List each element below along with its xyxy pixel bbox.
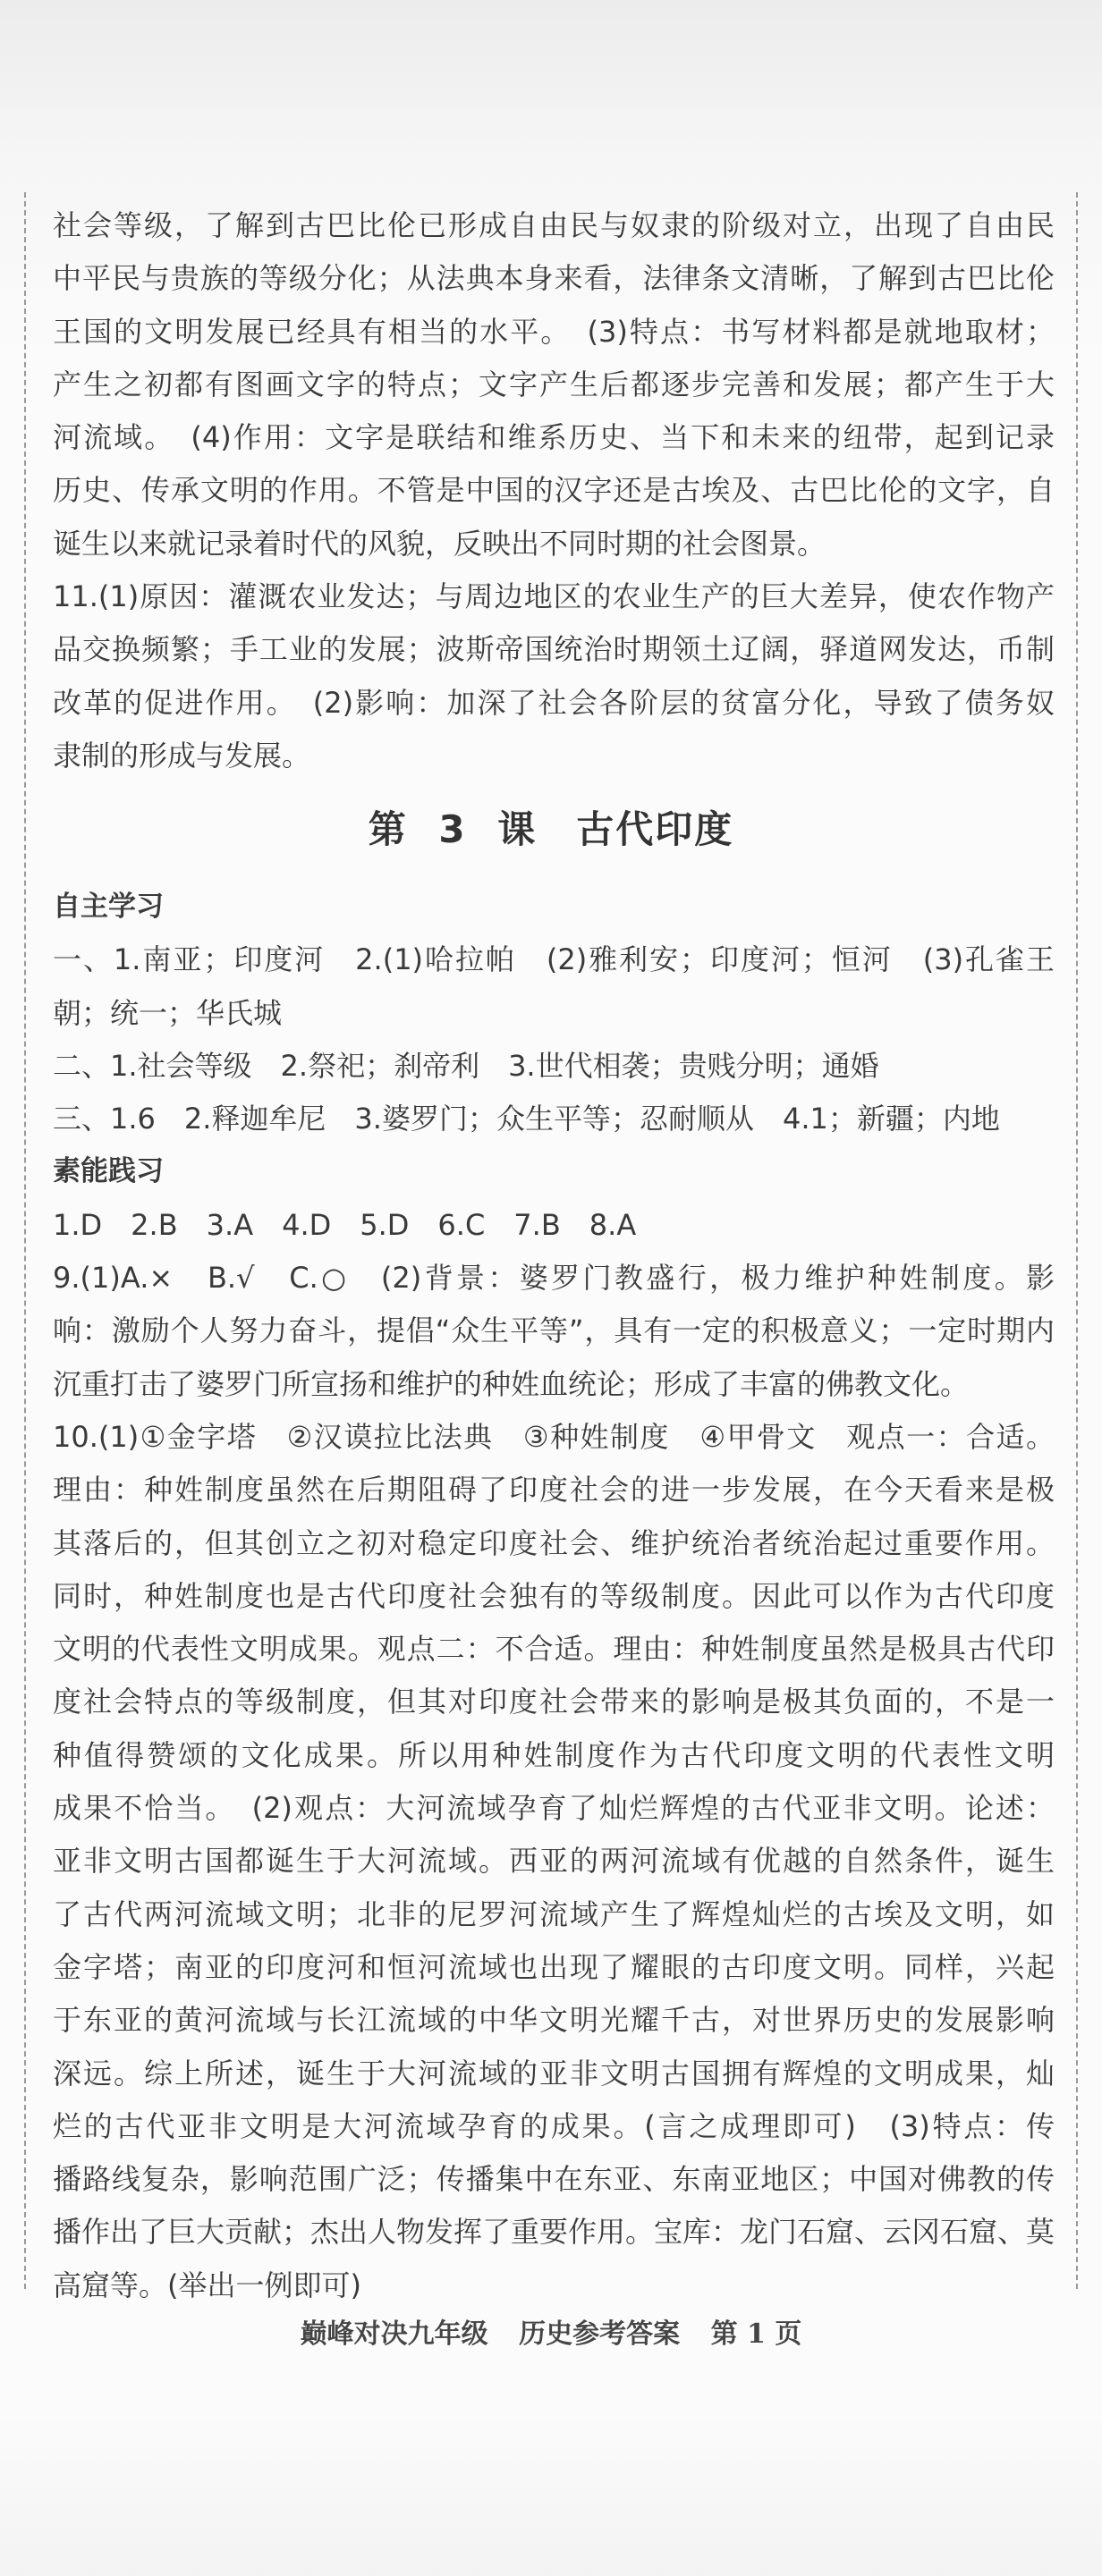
text-line: 三、1.6 2.释迦牟尼 3.婆罗门；众生平等；忍耐顺从 4.1；新疆；内地 xyxy=(53,1102,1000,1136)
text-line: 诞生以来就记录着时代的风貌，反映出不同时期的社会图景。 xyxy=(53,526,826,561)
text-line: 11.(1)原因：灌溉农业发达；与周边地区的农业生产的巨大差异，使农作物产 xyxy=(53,579,1055,614)
text-line: 改革的促进作用。 (2)影响：加深了社会各阶层的贫富分化，导致了债务奴 xyxy=(53,685,1055,720)
cut-line-left xyxy=(24,192,26,2289)
text-line: 种值得赞颂的文化成果。所以用种姓制度作为古代印度文明的代表性文明 xyxy=(53,1737,1055,1772)
text-line: 河流域。 (4)作用：文字是联结和维系历史、当下和未来的纽带，起到记录 xyxy=(53,420,1055,455)
footer-subject: 历史参考答案 xyxy=(519,2318,681,2350)
footer-page-number: 第 1 页 xyxy=(710,2318,802,2350)
text-line: 成果不恰当。 (2)观点：大河流域孕育了灿烂辉煌的古代亚非文明。论述： xyxy=(53,1791,1055,1826)
lesson-title: 第 3 课 古代印度 xyxy=(368,807,734,851)
text-line: 亚非文明古国都诞生于大河流域。西亚的两河流域有优越的自然条件，诞生 xyxy=(53,1844,1055,1879)
text-line: 度社会特点的等级制度，但其对印度社会带来的影响是极其负面的，不是一 xyxy=(53,1685,1055,1719)
footer-book-title: 巅峰对决九年级 xyxy=(300,2318,488,2350)
text-line: 1.D 2.B 3.A 4.D 5.D 6.C 7.B 8.A xyxy=(53,1207,637,1242)
text-line: 9.(1)A.× B.√ C.○ (2)背景：婆罗门教盛行，极力维护种姓制度。影 xyxy=(53,1261,1055,1296)
text-line: 二、1.社会等级 2.祭祀；刹帝利 3.世代相袭；贵贱分明；通婚 xyxy=(53,1048,879,1083)
text-line: 高窟等。(举出一例即可) xyxy=(53,2268,361,2302)
text-line: 中平民与贵族的等级分化；从法典本身来看，法律条文清晰，了解到古巴比伦 xyxy=(53,261,1055,296)
text-line: 烂的古代亚非文明是大河流域孕育的成果。(言之成理即可) (3)特点：传 xyxy=(53,2108,1055,2143)
lesson-3-answers xyxy=(53,881,1055,2312)
text-line: 历史、传承文明的作用。不管是中国的汉字还是古埃及、古巴比伦的文字，自 xyxy=(53,473,1055,508)
text-line: 品交换频繁；手工业的发展；波斯帝国统治时期领土辽阔，驿道网发达，币制 xyxy=(53,632,1055,667)
text-line: 了古代两河流域文明；北非的尼罗河流域产生了辉煌灿烂的古埃及文明，如 xyxy=(53,1896,1055,1931)
text-line: 一、1.南亚；印度河 2.(1)哈拉帕 (2)雅利安；印度河；恒河 (3)孔雀王 xyxy=(53,942,1055,977)
text-line: 10.(1)①金字塔 ②汉谟拉比法典 ③种姓制度 ④甲骨文 观点一：合适。 xyxy=(53,1419,1055,1454)
text-line: 金字塔；南亚的印度河和恒河流域也出现了耀眼的古印度文明。同样，兴起 xyxy=(53,1949,1055,1984)
text-line: 朝；统一；华氏城 xyxy=(53,995,283,1030)
section-heading: 自主学习 xyxy=(53,891,164,923)
text-line: 播路线复杂，影响范围广泛；传播集中在东亚、东南亚地区；中国对佛教的传 xyxy=(53,2162,1055,2197)
text-line: 隶制的形成与发展。 xyxy=(53,738,311,773)
text-line: 响：激励个人努力奋斗，提倡“众生平等”，具有一定的积极意义；一定时期内 xyxy=(53,1313,1055,1348)
text-line: 王国的文明发展已经具有相当的水平。 (3)特点：书写材料都是就地取材； xyxy=(53,314,1055,349)
text-line: 文明的代表性文明成果。观点二：不合适。理由：种姓制度虽然是极具古代印 xyxy=(53,1632,1055,1667)
text-line: 播作出了巨大贡献；杰出人物发挥了重要作用。宝库：龙门石窟、云冈石窟、莫 xyxy=(53,2215,1055,2250)
answers-continued xyxy=(53,199,1055,782)
cut-line-right xyxy=(1076,192,1078,2289)
page-footer xyxy=(0,2311,1102,2351)
text-line: 深远。综上所述，诞生于大河流域的亚非文明古国拥有辉煌的文明成果，灿 xyxy=(53,2056,1055,2090)
text-line: 社会等级，了解到古巴比伦已形成自由民与奴隶的阶级对立，出现了自由民 xyxy=(53,208,1055,242)
text-line: 沉重打击了婆罗门所宣扬和维护的种姓血统论；形成了丰富的佛教文化。 xyxy=(53,1366,970,1401)
section-heading: 素能践习 xyxy=(53,1155,164,1188)
text-line: 理由：种姓制度虽然在后期阻碍了印度社会的进一步发展，在今天看来是极 xyxy=(53,1473,1055,1508)
text-line: 产生之初都有图画文字的特点；文字产生后都逐步完善和发展；都产生于大 xyxy=(53,367,1055,401)
text-line: 其落后的，但其创立之初对稳定印度社会、维护统治者统治起过重要作用。 xyxy=(53,1525,1055,1560)
text-line: 同时，种姓制度也是古代印度社会独有的等级制度。因此可以作为古代印度 xyxy=(53,1578,1055,1613)
text-line: 于东亚的黄河流域与长江流域的中华文明光耀千古，对世界历史的发展影响 xyxy=(53,2003,1055,2038)
